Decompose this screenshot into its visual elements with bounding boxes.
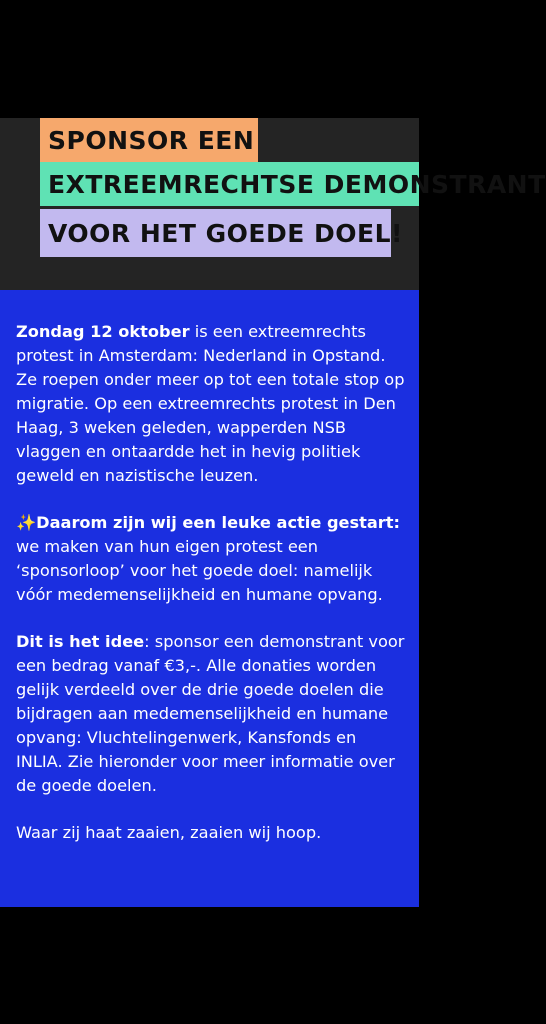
sparkles-icon: ✨	[16, 513, 37, 532]
action-bold: Daarom zijn wij een leuke actie gestart:	[36, 513, 401, 532]
headline-line-3: VOOR HET GOEDE DOEL!	[40, 209, 391, 257]
closing-text: Waar zij haat zaaien, zaaien wij hoop.	[16, 823, 322, 842]
headline-line-2: EXTREEMRECHTSE DEMONSTRANT	[40, 162, 419, 206]
paragraph-action	[16, 511, 405, 607]
hero-banner	[0, 118, 546, 290]
headline-line-1: SPONSOR EEN	[40, 118, 258, 162]
paragraph-intro	[16, 320, 405, 488]
idea-text: : sponsor een demonstrant voor een bedrag vanaf €3,-. Alle donaties worden gelijk verdeeld over de drie goede doelen die bijdragen aan medemenselijkheid en humane opvang: Vluchtelingenwerk, Kansfonds en INLIA. Zie hieronder voor meer informatie over de goede doelen.	[16, 632, 405, 795]
intro-text: is een extreemrechts protest in Amsterdam: Nederland in Opstand. Ze roepen onder meer op tot een totale stop op migratie. Op een extreemrechts protest in Den Haag, 3 weken geleden, wapperden NSB vlaggen en ontaardde het in hevig politiek geweld en nazistische leuzen.	[16, 322, 405, 485]
bottom-black-bar	[0, 907, 419, 1024]
top-black-bar	[0, 0, 419, 118]
article-body	[0, 290, 419, 907]
paragraph-closing	[16, 821, 405, 845]
action-text: we maken van hun eigen protest een ‘sponsorloop’ voor het goede doel: namelijk vóór medemenselijkheid en humane opvang.	[16, 537, 383, 604]
idea-bold: Dit is het idee	[16, 632, 145, 651]
paragraph-idea	[16, 630, 405, 798]
intro-bold: Zondag 12 oktober	[16, 322, 190, 341]
